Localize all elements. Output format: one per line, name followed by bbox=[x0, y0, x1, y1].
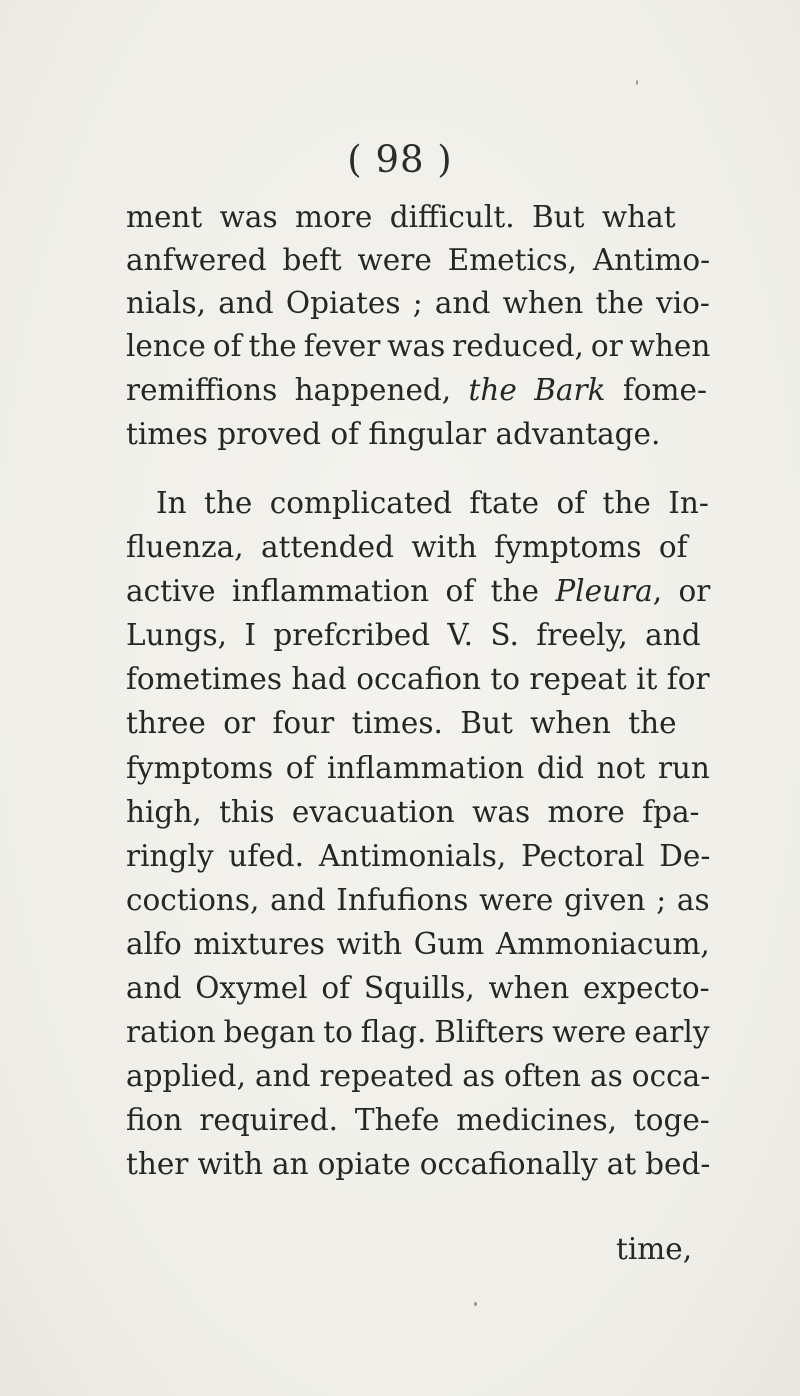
italic-phrase: the Bark bbox=[468, 373, 606, 407]
text-line bbox=[156, 486, 709, 520]
text-run: active inflammation of the bbox=[126, 574, 556, 608]
paper-speck bbox=[474, 1302, 477, 1306]
text-line bbox=[126, 883, 710, 917]
text-line bbox=[126, 1147, 711, 1181]
text-run: In the complicated ftate of the In- bbox=[156, 486, 709, 520]
text-line bbox=[126, 795, 700, 829]
text-run: anfwered beft were Emetics, Antimo- bbox=[126, 243, 711, 277]
text-run: ther with an opiate occafionally at bed- bbox=[126, 1147, 711, 1181]
catchword: time, bbox=[616, 1232, 693, 1266]
text-run: fometimes had occafion to repeat it for bbox=[126, 662, 710, 696]
text-run: nials, and Opiates ; and when the vio- bbox=[126, 286, 710, 320]
text-run: high, this evacuation was more fpa- bbox=[126, 795, 700, 829]
text-line bbox=[126, 574, 711, 608]
text-run: three or four times. But when the bbox=[126, 706, 677, 740]
text-run: ration began to flag. Blifters were early bbox=[126, 1015, 710, 1049]
text-line bbox=[126, 1103, 710, 1137]
text-line bbox=[126, 706, 677, 740]
text-line bbox=[126, 971, 710, 1005]
text-run: alfo mixtures with Gum Ammoniacum, bbox=[126, 927, 710, 961]
text-run: coctions, and Infufions were given ; as bbox=[126, 883, 710, 917]
text-line bbox=[126, 200, 676, 234]
text-line bbox=[126, 417, 661, 451]
text-run: lence of the fever was reduced, or when bbox=[126, 329, 711, 363]
text-line bbox=[126, 286, 710, 320]
text-line bbox=[126, 1015, 710, 1049]
text-run: fluenza, attended with fymptoms of bbox=[126, 530, 688, 564]
text-run: times proved of fingular advantage. bbox=[126, 417, 661, 451]
text-run: Lungs, I prefcribed V. S. freely, and bbox=[126, 618, 701, 652]
text-run: and Oxymel of Squills, when expecto- bbox=[126, 971, 710, 1005]
text-run: ringly ufed. Antimonials, Pectoral De- bbox=[126, 839, 711, 873]
text-run: fymptoms of inflammation did not run bbox=[126, 751, 710, 785]
text-line bbox=[126, 751, 710, 785]
page-number: ( 98 ) bbox=[347, 138, 453, 181]
paper-speck bbox=[636, 80, 638, 85]
text-line bbox=[126, 373, 707, 407]
text-run: fion required. Thefe medicines, toge- bbox=[126, 1103, 710, 1137]
text-run: , or bbox=[652, 574, 711, 608]
text-line bbox=[126, 243, 711, 277]
text-line bbox=[126, 618, 701, 652]
text-line bbox=[126, 662, 710, 696]
text-line bbox=[126, 329, 711, 363]
text-line bbox=[126, 839, 711, 873]
text-line bbox=[126, 927, 710, 961]
text-run: applied, and repeated as often as occa- bbox=[126, 1059, 711, 1093]
text-run: fome- bbox=[605, 373, 707, 407]
text-line bbox=[126, 1059, 711, 1093]
text-run: remiffions happened, bbox=[126, 373, 469, 407]
italic-phrase: Pleura bbox=[555, 574, 653, 608]
text-run: ment was more difficult. But what bbox=[126, 200, 676, 234]
text-line bbox=[126, 530, 688, 564]
